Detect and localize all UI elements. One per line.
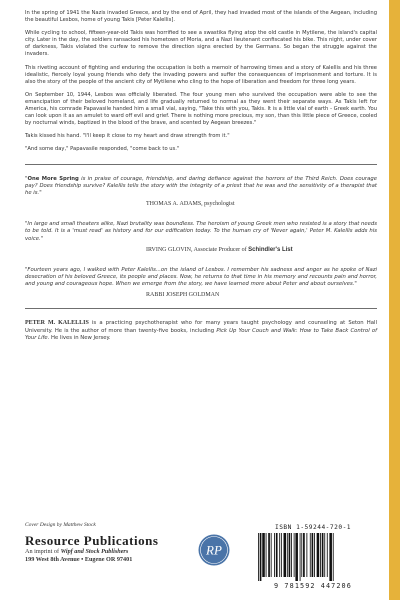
barcode-bar [271, 533, 272, 577]
endorsement-open-quote: " [25, 175, 28, 182]
story-paragraph: This riveting account of fighting and enduring the occupation is both a memoir of harrowing times and a story of Kalellis and his three idealistic, fiercely loyal young friends who defy the invading powers and suffer the consequences of imprisonment and torture. It is also the story of the people of the ancient city of Mytilene who cling to the hope of liberation and freedom for three long years. [25, 64, 377, 85]
endorsement-author [25, 247, 377, 253]
imprint-prefix: An imprint of [25, 548, 61, 555]
barcode-bar [276, 533, 278, 577]
barcode-bar [274, 533, 275, 577]
publisher-block [25, 522, 158, 564]
barcode-bar [320, 533, 321, 577]
story-paragraph: Takis kissed his hand. "I'll keep it close to my heart and draw strength from it." [25, 133, 230, 140]
barcode-bar [322, 533, 324, 577]
barcode-bar [279, 533, 280, 577]
logo-text: RP [206, 542, 222, 558]
bio-text: : [295, 327, 300, 334]
barcode-bar [306, 533, 307, 577]
endorsement-author [25, 201, 377, 207]
accent-band [389, 0, 400, 600]
author-name: IRVING GLOVIN, Associate Producer of [146, 246, 249, 253]
barcode-bars [254, 533, 372, 581]
divider-line [25, 164, 377, 165]
cover-design-credit: Cover Design by Matthew Stock [25, 522, 96, 528]
barcode-bar [312, 533, 314, 577]
barcode-bar [303, 533, 305, 577]
isbn-label: ISBN 1-59244-720-1 [274, 524, 352, 531]
barcode-bar [324, 533, 325, 577]
barcode-bar [295, 533, 298, 581]
barcode-bar [262, 533, 265, 577]
bio-book-title: How to Take Back Control of Your Life [25, 327, 378, 341]
barcode-bar [294, 533, 295, 577]
imprint-name: Wipf and Stock Publishers [60, 548, 129, 555]
story-paragraph: While cycling to school, fifteen-year-old Takis was horrified to see a swastika flying atop the old castle in Mytilene, the island's capital city. Later in the day, the soldiers ransacked his hometown of Moria, and a Nazi lieutenant confiscated his bike. This night, under cover of darkness, Takis violated the curfew to remove the direction signs erected by the Germans. So began the struggle against the invaders. [25, 30, 377, 58]
barcode-bar [281, 533, 282, 577]
back-cover-content [25, 10, 377, 342]
barcode-bar [317, 533, 320, 577]
endorsement-text: "Fourteen years ago, I walked with Peter Kalellis...on the island of Lesbos. I remember his sadness and anger as he spoke of Nazi desecration of his beloved Greece, its people and places. Now, he returns to that time in his memory and recounts pain and horror, and young and courageous hope. When we emerge from the story, we have learned more about Peter and about ourselves." [25, 266, 377, 288]
author-name: RABBI JOSEPH GOLDMAN [146, 292, 220, 299]
barcode-bar [301, 533, 302, 577]
barcode-digits: 9 781592 447206 [274, 582, 352, 590]
story-paragraph: On September 10, 1944, Lesbos was officially liberated. The four young men who survived the occupation were able to see the emancipation of their beloved homeland, and life gradually returned to normal as they went their separate ways. As Takis left for America, his comrade Papavasile handed him a small vial, saying, "Take this with you, Takis. It is a little vial of earth - Greek earth. You can look upon it as an amulet to ward off evil and grief. There is nothing more precious, my son, than this little piece of Greece, cooled by nocturnal winds, baptized in the blood of the brave, and scented by Aegean breezes." [25, 91, 377, 127]
bio-book-title: Pick Up Your Couch and Walk [216, 327, 296, 334]
barcode-bar [289, 533, 291, 577]
divider-line [25, 308, 377, 309]
barcode-bar [327, 533, 328, 577]
barcode-bar [329, 533, 332, 581]
story-paragraph: "And some day," Papavasile responded, "come back to us." [25, 146, 180, 153]
story-paragraph: In the spring of 1941 the Nazis invaded Greece, and by the end of April, they had invaded most of the islands of the Aegean, including the beautiful Lesbos, home of young Takis [Peter Kalellis]. [25, 10, 377, 24]
endorsement-quote [25, 176, 377, 198]
bio-text: is a practicing psychotherapist who for many years taught psychology and counseling at Seton Hall University. He is the author of more than twenty-five books, including [25, 320, 377, 334]
endorsement-author [25, 292, 377, 298]
barcode [254, 524, 372, 592]
barcode-bar [284, 533, 287, 577]
barcode-bar [258, 533, 259, 581]
barcode-bar [310, 533, 311, 577]
book-title: One More Spring [27, 175, 79, 182]
imprint-line [25, 548, 158, 556]
endorsement-quote [25, 267, 377, 289]
barcode-bar [314, 533, 315, 577]
barcode-bar [260, 533, 262, 581]
endorsement-text: is in praise of courage, friendship, and daring defiance against the horrors of the Third Reich. Does courage pay? Does friendship survive? Kalellis tells the story with the integrity of a priest that he was and the sensitivity of a therapist that he is." [25, 175, 377, 196]
publisher-address: 199 West 8th Avenue • Eugene OR 97401 [25, 556, 133, 563]
film-title: Schindler's List [248, 246, 293, 253]
barcode-bar [291, 533, 292, 577]
bio-text: . He lives in New Jersey. [47, 334, 111, 341]
barcode-bar [300, 533, 301, 581]
barcode-bar [268, 533, 270, 577]
endorsement-quote [25, 221, 377, 243]
barcode-bar [333, 533, 334, 581]
publisher-logo-icon [198, 534, 230, 566]
endorsement-text: "In large and small theaters alike, Nazi brutality was boundless. The heroism of young Greek men who resisted is a story that needs to be told. It is a 'must read' as history and for our edification today. To the human cry of 'Never again,' Peter M. Kalellis adds his voice." [25, 221, 377, 242]
author-bio [25, 320, 377, 342]
barcode-bar [266, 533, 267, 577]
author-bio-name: PETER M. KALELLIS [25, 320, 89, 327]
author-name: THOMAS A. ADAMS, psychologist [146, 201, 235, 208]
publisher-name: Resource Publications [25, 533, 159, 548]
barcode-bar [287, 533, 288, 577]
